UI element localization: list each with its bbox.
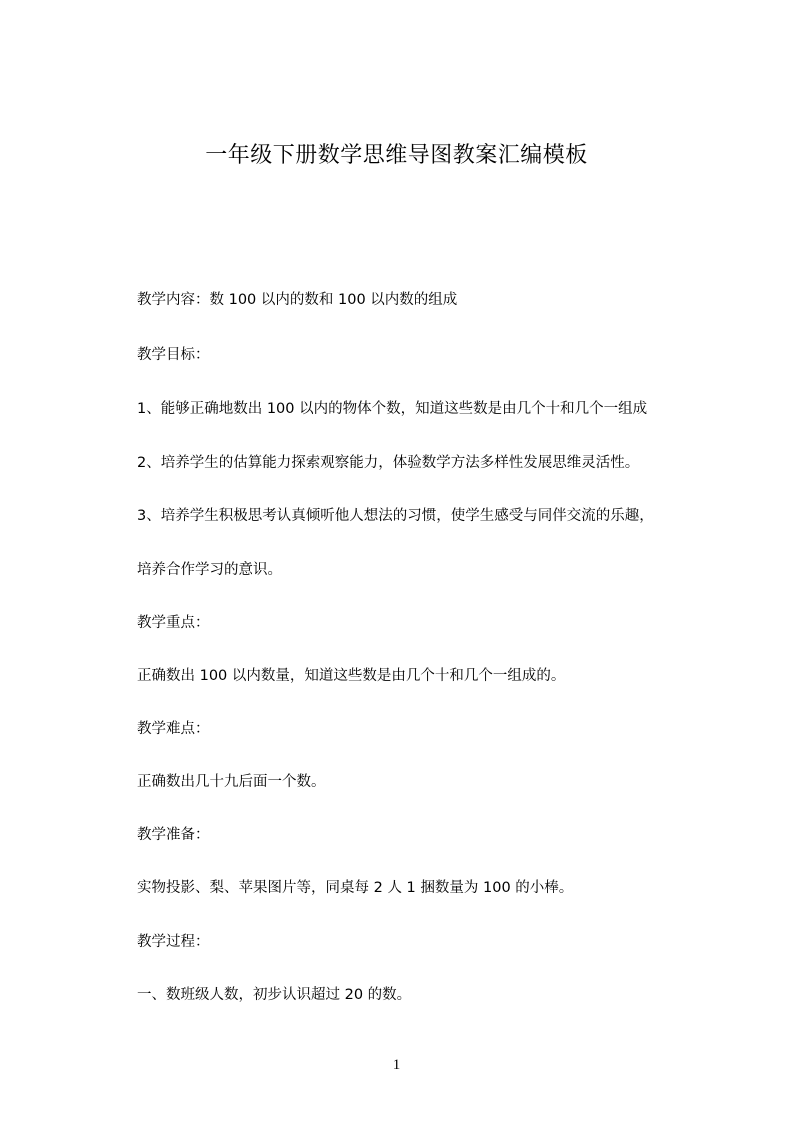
goal-item-2: 2、培养学生的估算能力探索观察能力，体验数学方法多样性发展思维灵活性。 (137, 455, 640, 471)
key-points-text: 正确数出 100 以内数量，知道这些数是由几个十和几个一组成的。 (137, 668, 566, 684)
key-points-heading: 教学重点： (137, 615, 210, 631)
difficulties-heading: 教学难点： (137, 721, 210, 737)
difficulties-text: 正确数出几十九后面一个数。 (137, 774, 326, 790)
preparation-heading: 教学准备： (137, 827, 210, 843)
page-number: 1 (392, 1057, 401, 1073)
preparation-text: 实物投影、梨、苹果图片等，同桌每 2 人 1 捆数量为 100 的小棒。 (137, 880, 574, 896)
goal-item-3: 3、培养学生积极思考认真倾听他人想法的习惯，使学生感受与同伴交流的乐趣， (137, 508, 654, 524)
teaching-goals-heading: 教学目标： (137, 347, 210, 363)
goal-item-1: 1、能够正确地数出 100 以内的物体个数，知道这些数是由几个十和几个一组成 (137, 401, 648, 417)
process-step-1: 一、数班级人数，初步认识超过 20 的数。 (137, 987, 412, 1003)
process-heading: 教学过程： (137, 934, 210, 950)
teaching-content-line: 教学内容：数 100 以内的数和 100 以内数的组成 (137, 292, 458, 308)
document-title: 一年级下册数学思维导图教案汇编模板 (205, 143, 588, 168)
goal-item-3-continued: 培养合作学习的意识。 (137, 562, 282, 578)
